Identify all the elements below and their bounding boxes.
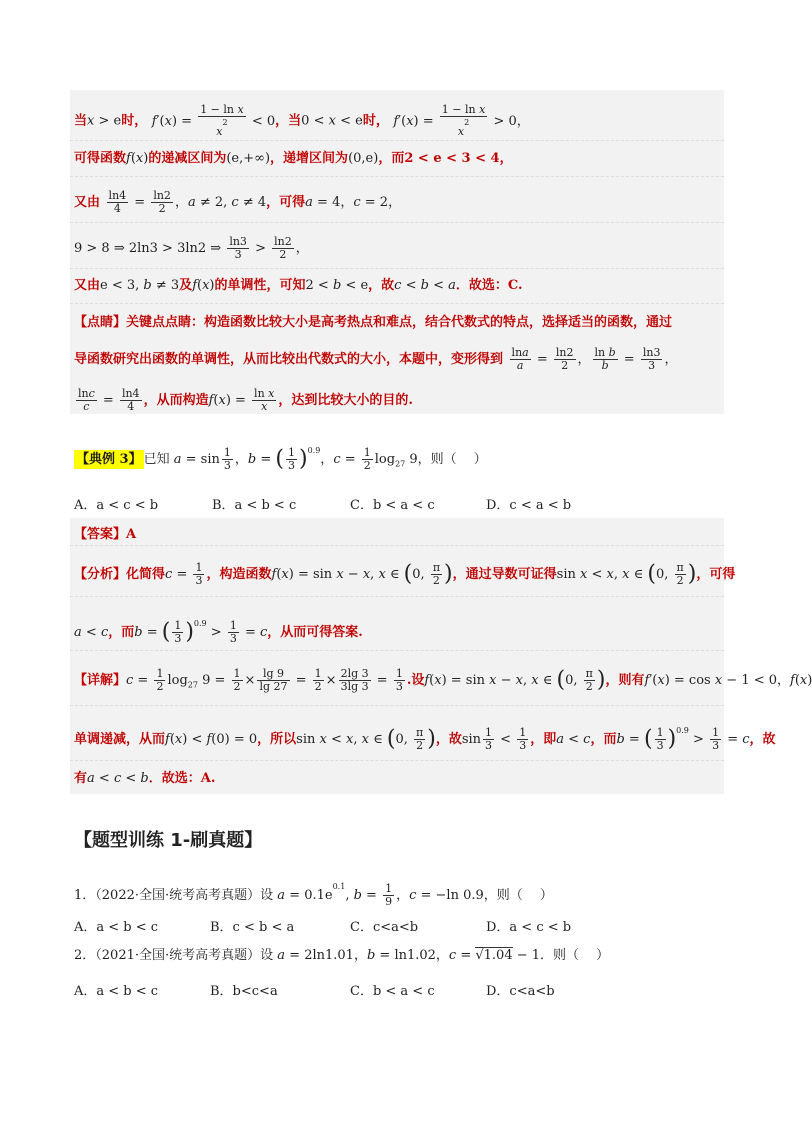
analysis-line-2: a < c，而b = ( $\frac{1}{3}$ )$^{0.9}$ > $\frac{1}{3}$ = c，从而可得答案. bbox=[74, 619, 363, 645]
detail-line-3: 有a < c < b．故选：A. bbox=[74, 771, 216, 786]
row-divider bbox=[70, 705, 724, 706]
example-option-d[interactable]: D．c < a < b bbox=[486, 498, 572, 513]
example-option-a[interactable]: A．a < c < b bbox=[74, 498, 159, 513]
row-divider bbox=[70, 545, 724, 546]
question-1-option-b[interactable]: B．c < b < a bbox=[210, 920, 295, 935]
solution-line-1: 当x > e时， f′(x) = $\frac{\text{1 − ln x}}{x^2}$ < 0，当0 < x < e时， f′(x) = $\frac{\text{1 − ln x}}{x^2}$ > 0， bbox=[74, 103, 530, 138]
answer-panel bbox=[70, 518, 724, 794]
detail-line-2: 单调递减，从而f(x) < f(0) = 0，所以sin x < x, x ∈ (0, $\frac{\pi}{2}$ )，故sin $\frac{1}{3}$ < $\frac{1}{3}$ ，即a < c，而b = ( $\frac{1}{3}$ )$^{0.9}$ > $\frac{1}{3}$ = c，故 bbox=[74, 726, 776, 752]
row-divider bbox=[70, 222, 724, 223]
tip-line-1: 【点睛】关键点点睛：构造函数比较大小是高考热点和难点，结合代数式的特点，选择适当的函数，通过 bbox=[74, 315, 673, 330]
question-2-option-b[interactable]: B．b<c<a bbox=[210, 984, 278, 999]
example-option-b[interactable]: B．a < b < c bbox=[212, 498, 297, 513]
example-tag: 【典例 3】 bbox=[76, 452, 142, 467]
section-title: 【题型训练 1-刷真题】 bbox=[74, 830, 263, 851]
answer-line: 【答案】A bbox=[74, 527, 137, 542]
example-option-c[interactable]: C．b < a < c bbox=[350, 498, 435, 513]
row-divider bbox=[70, 268, 724, 269]
question-2-option-c[interactable]: C．b < a < c bbox=[350, 984, 435, 999]
question-2-option-a[interactable]: A．a < b < c bbox=[74, 984, 159, 999]
solution-line-4: 9 > 8 ⇒ 2ln3 > 3ln2 ⇒ $\frac{\ln 3}{3}$ > $\frac{\ln 2}{2}$ ， bbox=[74, 235, 309, 261]
tip-line-2: 导函数研究出函数的单调性，从而比较出代数式的大小，本题中，变形得到 $\frac{\ln a}{a}$ = $\frac{\ln 2}{2}$ ， $\frac{\text{ln b}}{b}$ = $\frac{\ln 3}{3}$ ， bbox=[74, 346, 678, 372]
question-1-option-d[interactable]: D．a < c < b bbox=[486, 920, 572, 935]
row-divider bbox=[70, 140, 724, 141]
analysis-line-1: 【分析】化简得c = $\frac{1}{3}$ ，构造函数f(x) = sin x − x, x ∈ (0, $\frac{\pi}{2}$ )，通过导数可证得sin x < x, x ∈ (0, $\frac{\pi}{2}$ )，可得 bbox=[74, 561, 736, 587]
question-1-stem: 1．（2022·全国·统考高考真题）设 $a = 0.1e^{0.1}$, b = $\frac{1}{9}$ ，c = −ln 0.9，则（ ） bbox=[74, 882, 553, 908]
detail-line-1: 【详解】c = $\frac{1}{2}$ $\log_{27} 9$ = $\frac{1}{2}$ × $\frac{\lg 9}{\lg 27}$ = $\frac{1}{2}$ × $\frac{2\lg 3}{3\lg 3}$ = $\frac{1}{3}$ .设f(x) = sin x − x, x ∈ (0, $\frac{\pi}{2}$ )，则有f′(x) = cos x − 1 < 0，f(x) bbox=[74, 667, 812, 693]
solution-line-3: 又由 $\frac{\ln 4}{4}$ = $\frac{\ln 2}{2}$ ，a ≠ 2, c ≠ 4，可得a = 4，c = 2， bbox=[74, 189, 402, 215]
row-divider bbox=[70, 303, 724, 304]
question-2-stem: 2．（2021·全国·统考高考真题）设 a = 2ln1.01，b = ln1.02，c = √1.04 − 1．则（ ） bbox=[74, 948, 610, 963]
solution-line-2: 可得函数f(x)的递减区间为(e,+∞)，递增区间为(0,e)，而2 < e < 3 < 4， bbox=[74, 151, 513, 166]
row-divider bbox=[70, 596, 724, 597]
row-divider bbox=[70, 650, 724, 651]
example-stem: 【典例 3】 已知 a = sin $\frac{1}{3}$ ，b = ( $\frac{1}{3}$ )$^{0.9}$，c = $\frac{1}{2}$ $\log_{27} 9$，则（ ） bbox=[76, 446, 487, 472]
solution-line-5: 又由e < 3, b ≠ 3及f(x)的单调性，可知2 < b < e，故c < b < a．故选：C. bbox=[74, 278, 523, 293]
tip-line-3: $\frac{\ln c}{c}$ = $\frac{\ln 4}{4}$ ，从而构造f(x) = $\frac{\text{ln x}}{x}$ ，达到比较大小的目的. bbox=[78, 387, 413, 413]
row-divider bbox=[70, 176, 724, 177]
question-1-option-a[interactable]: A．a < b < c bbox=[74, 920, 159, 935]
question-1-option-c[interactable]: C．c<a<b bbox=[350, 920, 419, 935]
row-divider bbox=[70, 760, 724, 761]
question-2-option-d[interactable]: D．c<a<b bbox=[486, 984, 555, 999]
